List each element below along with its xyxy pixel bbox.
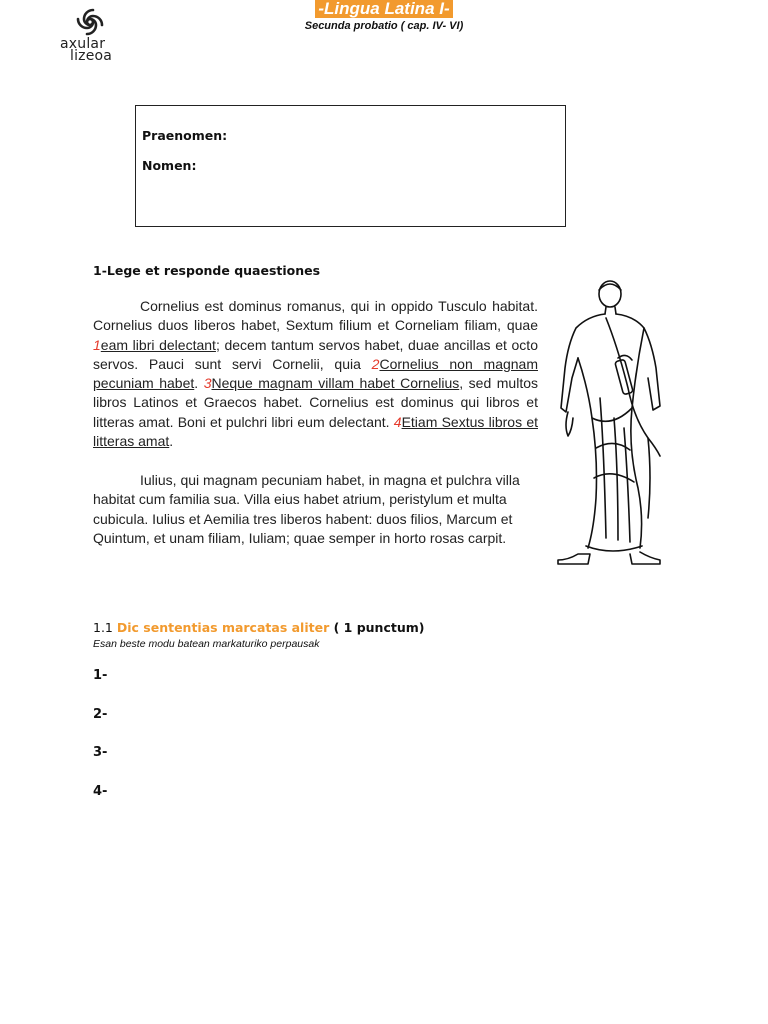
praenomen-label: Praenomen: <box>142 128 228 143</box>
marker-number: 3 <box>203 375 212 392</box>
exercise-heading <box>93 620 424 635</box>
section-heading: 1-Lege et responde quaestiones <box>93 263 321 278</box>
page-subtitle: Secunda probatio ( cap. IV- VI) <box>304 20 464 32</box>
answer-line-4: 4- <box>93 784 108 799</box>
exercise-points: ( 1 punctum) <box>329 620 425 635</box>
page-title: -Lingua Latina I- <box>315 0 452 18</box>
exercise-title: Dic sententias marcatas aliter <box>116 620 330 635</box>
marked-sentence-4: Etiam Sextus libros et litteras amat <box>93 413 538 450</box>
reading-paragraph-2 <box>93 471 529 548</box>
roman-toga-figure-illustration <box>548 278 676 568</box>
logo-line-2: lizeoa <box>70 48 113 64</box>
title-wrap <box>0 0 768 19</box>
text-segment: Cornelius est dominus romanus, qui in oppido Tusculo habitat. Cornelius duos liberos habet, Sextum filium et Corneliam filiam, quae <box>93 298 538 334</box>
marked-sentence-3: Neque magnam villam habet Cornelius <box>211 375 460 392</box>
marked-sentence-1: eam libri delectant <box>100 336 216 353</box>
reading-paragraph-1 <box>93 297 538 451</box>
text-segment: . <box>194 375 204 392</box>
logo-wordmark <box>60 38 112 62</box>
exercise-instruction: Esan beste modu batean markaturiko perpausak <box>93 638 320 650</box>
text-segment: . <box>169 433 174 450</box>
marker-number: 4 <box>393 413 402 430</box>
marked-sentence-2: Cornelius non magnam pecuniam habet <box>93 355 538 392</box>
text-segment: , sed multos libros Latinos et Graecos habet. Cornelius est dominus qui libros et litteras amat. Boni et pulchri libri eum delectant. <box>93 375 538 430</box>
exercise-number: 1.1 <box>93 620 117 635</box>
nomen-label: Nomen: <box>142 158 197 173</box>
text-segment: ; decem tantum servos habet, duae ancillas et octo servos. Pauci sunt servi Cornelii, quia <box>93 336 538 372</box>
paragraph-2-text: Iulius, qui magnam pecuniam habet, in magna et pulchra villa habitat cum familia sua. Villa eius habet atrium, peristylum et multa cubicula. Iulius et Aemilia tres liberos habent: duos filios, Marcum et Quintum, et unam filiam, Iuliam; quae semper in horto rosas carpit. <box>93 472 520 546</box>
answer-line-3: 3- <box>93 745 108 760</box>
logo-line-1: axular <box>60 36 106 52</box>
marker-number: 1 <box>93 336 101 353</box>
answer-line-1: 1- <box>93 668 108 683</box>
answer-line-2: 2- <box>93 707 108 722</box>
marker-number: 2 <box>371 355 380 372</box>
student-name-box <box>135 105 566 227</box>
